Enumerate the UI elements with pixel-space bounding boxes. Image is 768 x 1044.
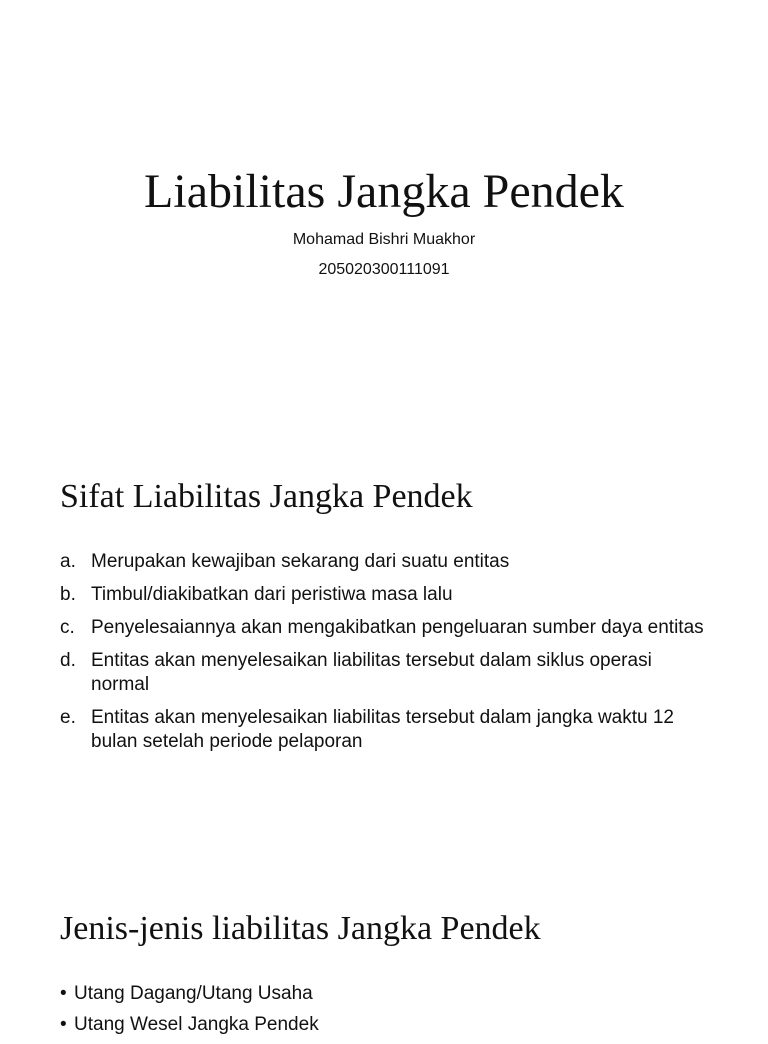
list-item-text: Utang Wesel Jangka Pendek — [74, 1014, 319, 1035]
list-item-text: Entitas akan menyelesaikan liabilitas tersebut dalam siklus operasi normal — [91, 650, 652, 695]
author-name: Mohamad Bishri Muakhor — [292, 231, 476, 248]
sifat-list — [60, 550, 710, 763]
list-item — [60, 706, 710, 754]
bullet-icon: • — [60, 1014, 67, 1035]
slide-heading-jenis: Jenis-jenis liabilitas Jangka Pendek — [60, 910, 541, 947]
slide-jenis — [0, 864, 768, 1035]
list-marker: d. — [60, 650, 76, 671]
list-item — [60, 583, 710, 607]
list-item-text: Utang Dagang/Utang Usaha — [74, 983, 313, 1004]
list-marker: a. — [60, 551, 76, 572]
list-item — [60, 982, 710, 1006]
list-item-text: Timbul/diakibatkan dari peristiwa masa lalu — [91, 584, 453, 605]
list-marker: e. — [60, 707, 76, 728]
title-slide — [0, 0, 768, 432]
list-item-text: Penyelesaiannya akan mengakibatkan pengeluaran sumber daya entitas — [91, 617, 704, 638]
bullet-icon: • — [60, 983, 67, 1004]
list-item-text: Merupakan kewajiban sekarang dari suatu entitas — [91, 551, 510, 572]
slide-sifat — [0, 432, 768, 864]
jenis-list — [60, 982, 710, 1044]
list-item — [60, 550, 710, 574]
list-item — [60, 616, 710, 640]
presentation-title: Liabilitas Jangka Pendek — [144, 165, 624, 218]
list-item — [60, 649, 710, 697]
student-id: 205020300111091 — [318, 261, 450, 278]
list-marker: c. — [60, 617, 75, 638]
list-item — [60, 1013, 710, 1037]
list-item-text: Entitas akan menyelesaikan liabilitas tersebut dalam jangka waktu 12 bulan setelah periode pelaporan — [91, 707, 674, 752]
list-marker: b. — [60, 584, 76, 605]
slide-heading-sifat: Sifat Liabilitas Jangka Pendek — [60, 478, 473, 515]
